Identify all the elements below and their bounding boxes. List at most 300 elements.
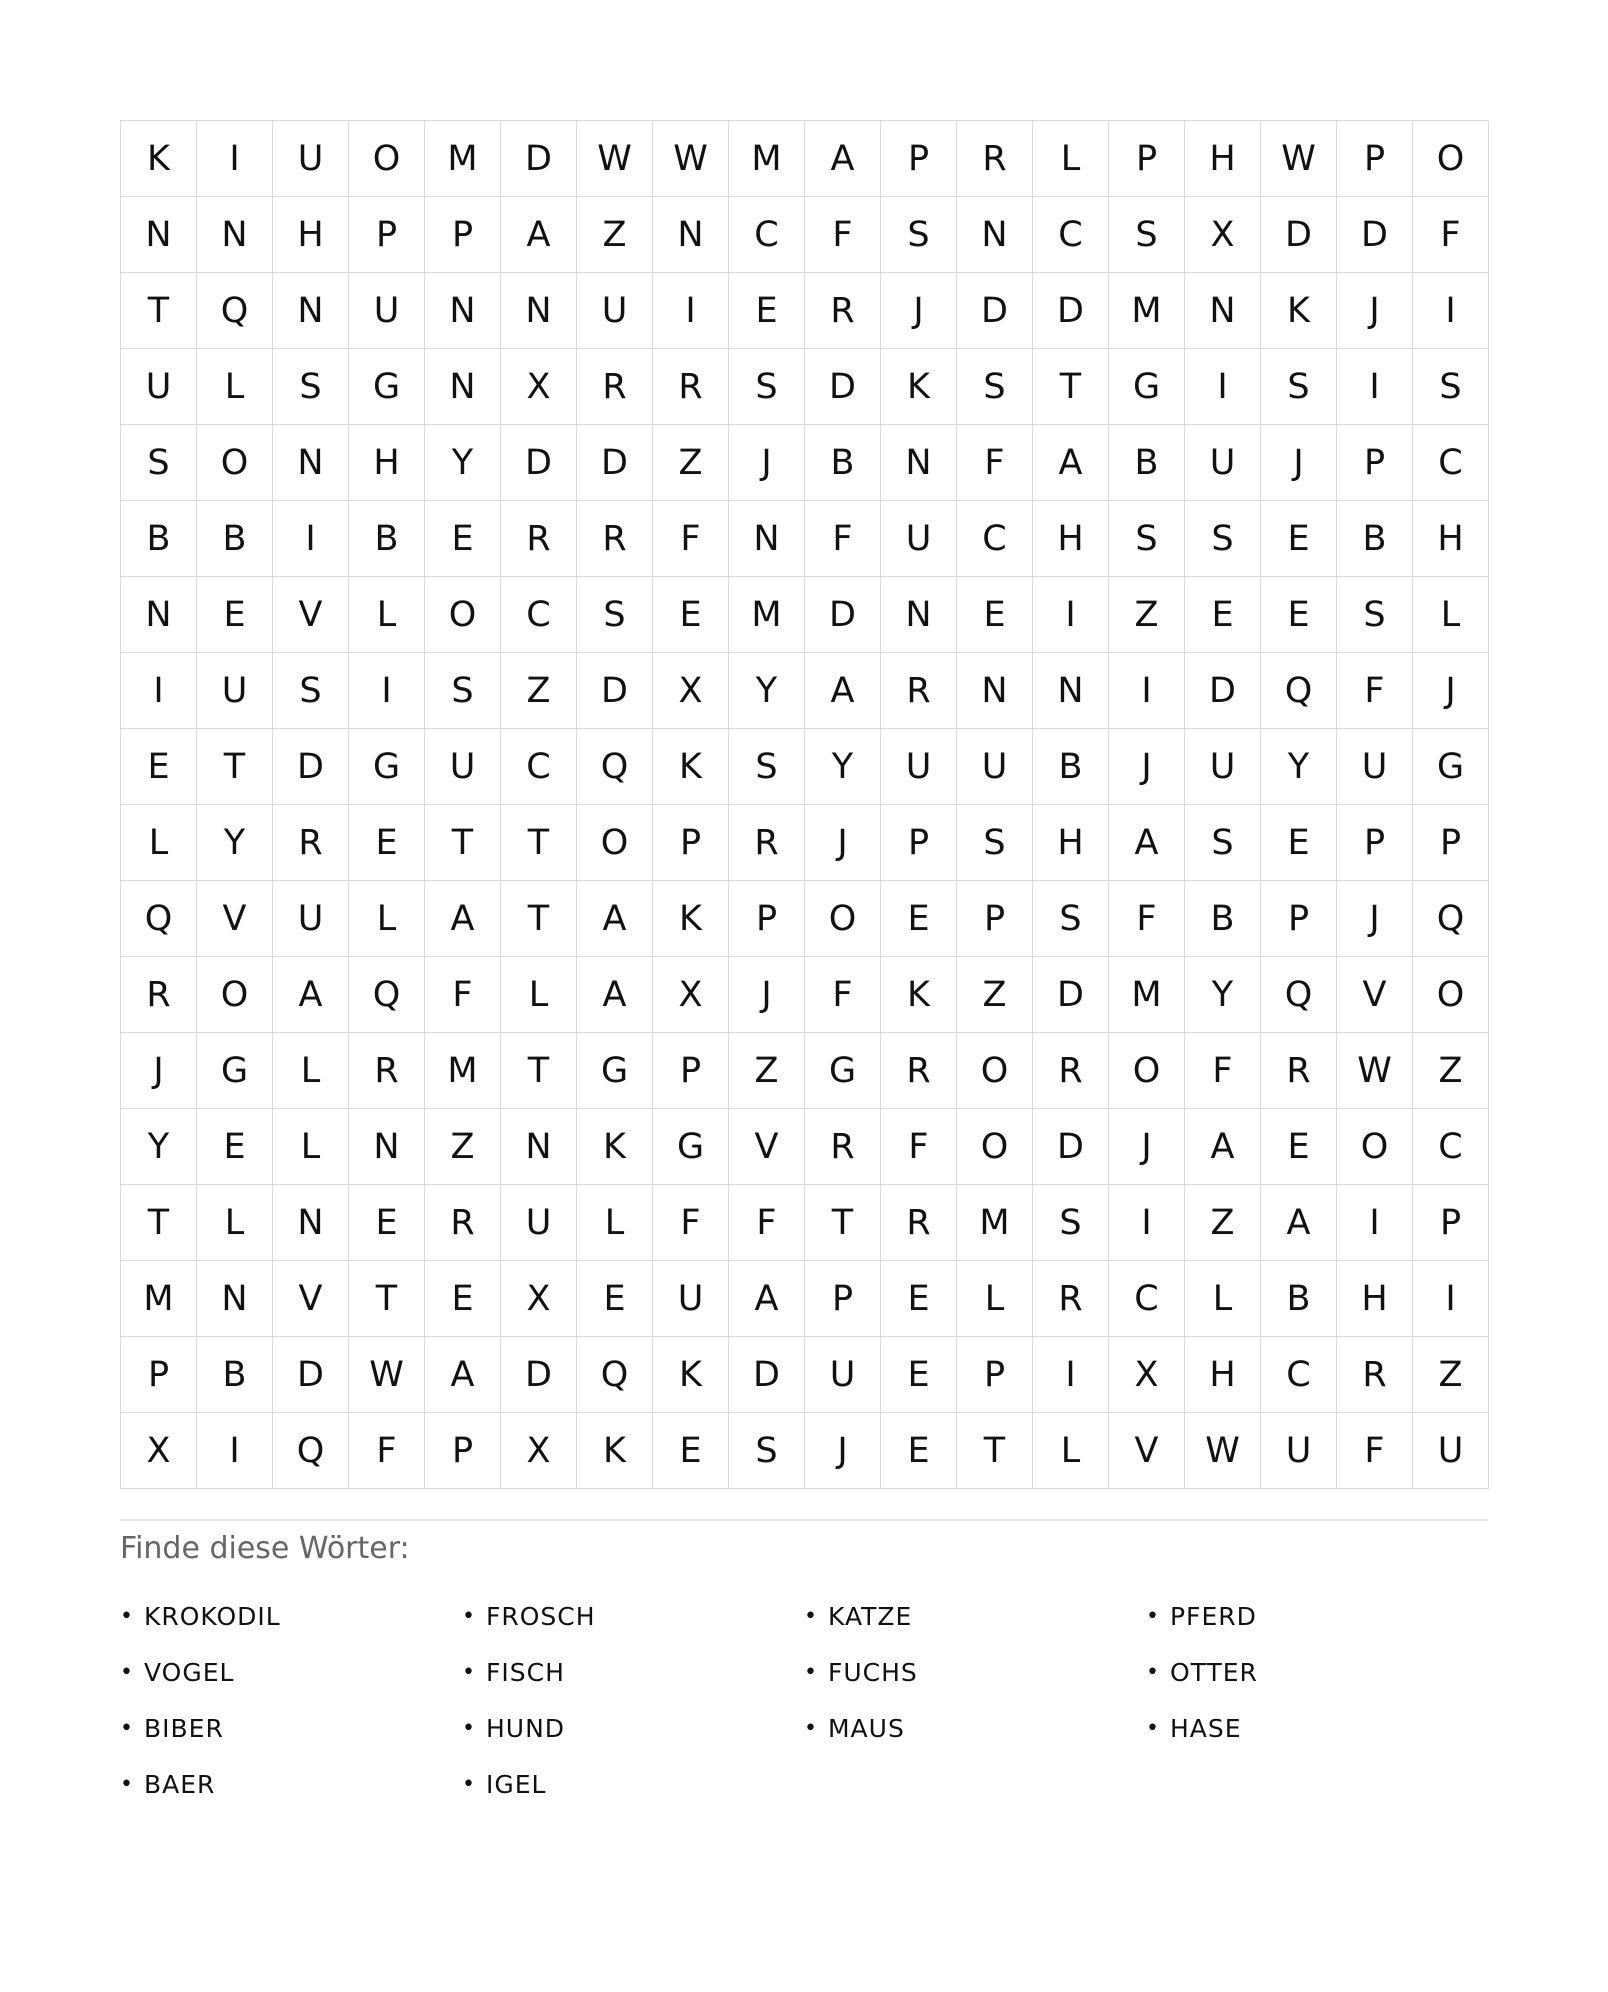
- grid-cell[interactable]: N: [121, 577, 197, 653]
- grid-cell[interactable]: H: [1033, 805, 1109, 881]
- grid-cell[interactable]: N: [1185, 273, 1261, 349]
- grid-cell[interactable]: I: [653, 273, 729, 349]
- grid-cell[interactable]: F: [1109, 881, 1185, 957]
- grid-cell[interactable]: X: [501, 349, 577, 425]
- grid-cell[interactable]: D: [1033, 273, 1109, 349]
- grid-cell[interactable]: T: [957, 1413, 1033, 1489]
- grid-cell[interactable]: E: [425, 501, 501, 577]
- grid-cell[interactable]: M: [729, 121, 805, 197]
- grid-cell[interactable]: Y: [197, 805, 273, 881]
- grid-cell[interactable]: Q: [349, 957, 425, 1033]
- grid-cell[interactable]: P: [957, 881, 1033, 957]
- grid-cell[interactable]: F: [349, 1413, 425, 1489]
- grid-cell[interactable]: O: [805, 881, 881, 957]
- grid-cell[interactable]: S: [1033, 881, 1109, 957]
- grid-cell[interactable]: E: [881, 1413, 957, 1489]
- grid-cell[interactable]: R: [653, 349, 729, 425]
- grid-cell[interactable]: H: [349, 425, 425, 501]
- grid-cell[interactable]: A: [1185, 1109, 1261, 1185]
- grid-cell[interactable]: D: [501, 121, 577, 197]
- grid-cell[interactable]: H: [1413, 501, 1489, 577]
- grid-cell[interactable]: R: [577, 349, 653, 425]
- grid-cell[interactable]: R: [1033, 1261, 1109, 1337]
- grid-cell[interactable]: I: [1337, 349, 1413, 425]
- grid-cell[interactable]: Q: [1261, 653, 1337, 729]
- grid-cell[interactable]: D: [577, 653, 653, 729]
- grid-cell[interactable]: U: [273, 121, 349, 197]
- grid-cell[interactable]: N: [957, 653, 1033, 729]
- grid-cell[interactable]: H: [1033, 501, 1109, 577]
- grid-cell[interactable]: F: [805, 197, 881, 273]
- grid-cell[interactable]: N: [273, 1185, 349, 1261]
- grid-cell[interactable]: T: [121, 1185, 197, 1261]
- grid-cell[interactable]: A: [273, 957, 349, 1033]
- grid-cell[interactable]: V: [273, 1261, 349, 1337]
- grid-cell[interactable]: E: [425, 1261, 501, 1337]
- grid-cell[interactable]: Y: [1185, 957, 1261, 1033]
- grid-cell[interactable]: F: [653, 1185, 729, 1261]
- grid-cell[interactable]: Z: [501, 653, 577, 729]
- grid-cell[interactable]: S: [881, 197, 957, 273]
- grid-cell[interactable]: G: [349, 729, 425, 805]
- grid-cell[interactable]: E: [577, 1261, 653, 1337]
- grid-cell[interactable]: R: [957, 121, 1033, 197]
- grid-cell[interactable]: W: [1337, 1033, 1413, 1109]
- grid-cell[interactable]: I: [197, 1413, 273, 1489]
- grid-cell[interactable]: Z: [577, 197, 653, 273]
- grid-cell[interactable]: E: [1261, 577, 1337, 653]
- grid-cell[interactable]: V: [1337, 957, 1413, 1033]
- grid-cell[interactable]: I: [273, 501, 349, 577]
- grid-cell[interactable]: L: [1185, 1261, 1261, 1337]
- grid-cell[interactable]: S: [1033, 1185, 1109, 1261]
- grid-cell[interactable]: M: [1109, 957, 1185, 1033]
- grid-cell[interactable]: N: [501, 1109, 577, 1185]
- grid-cell[interactable]: R: [1337, 1337, 1413, 1413]
- grid-cell[interactable]: Q: [121, 881, 197, 957]
- grid-cell[interactable]: E: [881, 881, 957, 957]
- grid-cell[interactable]: J: [729, 425, 805, 501]
- grid-cell[interactable]: N: [273, 425, 349, 501]
- grid-cell[interactable]: L: [1033, 1413, 1109, 1489]
- grid-cell[interactable]: C: [1033, 197, 1109, 273]
- grid-cell[interactable]: K: [653, 881, 729, 957]
- grid-cell[interactable]: C: [1413, 1109, 1489, 1185]
- grid-cell[interactable]: Q: [1261, 957, 1337, 1033]
- grid-cell[interactable]: Y: [121, 1109, 197, 1185]
- grid-cell[interactable]: L: [957, 1261, 1033, 1337]
- grid-cell[interactable]: N: [197, 1261, 273, 1337]
- grid-cell[interactable]: L: [1413, 577, 1489, 653]
- grid-cell[interactable]: J: [729, 957, 805, 1033]
- grid-cell[interactable]: A: [425, 881, 501, 957]
- grid-cell[interactable]: S: [957, 349, 1033, 425]
- grid-cell[interactable]: K: [653, 729, 729, 805]
- grid-cell[interactable]: S: [1109, 501, 1185, 577]
- grid-cell[interactable]: S: [273, 653, 349, 729]
- grid-cell[interactable]: L: [577, 1185, 653, 1261]
- grid-cell[interactable]: I: [1109, 1185, 1185, 1261]
- grid-cell[interactable]: F: [805, 957, 881, 1033]
- grid-cell[interactable]: M: [1109, 273, 1185, 349]
- grid-cell[interactable]: T: [501, 881, 577, 957]
- grid-cell[interactable]: P: [425, 1413, 501, 1489]
- grid-cell[interactable]: O: [957, 1109, 1033, 1185]
- grid-cell[interactable]: B: [1185, 881, 1261, 957]
- grid-cell[interactable]: P: [1261, 881, 1337, 957]
- grid-cell[interactable]: E: [1185, 577, 1261, 653]
- grid-cell[interactable]: U: [349, 273, 425, 349]
- grid-cell[interactable]: E: [197, 577, 273, 653]
- grid-cell[interactable]: E: [729, 273, 805, 349]
- grid-cell[interactable]: S: [1337, 577, 1413, 653]
- grid-cell[interactable]: O: [349, 121, 425, 197]
- grid-cell[interactable]: F: [957, 425, 1033, 501]
- grid-cell[interactable]: R: [121, 957, 197, 1033]
- grid-cell[interactable]: P: [1109, 121, 1185, 197]
- grid-cell[interactable]: Y: [425, 425, 501, 501]
- grid-cell[interactable]: C: [729, 197, 805, 273]
- grid-cell[interactable]: A: [425, 1337, 501, 1413]
- grid-cell[interactable]: G: [197, 1033, 273, 1109]
- grid-cell[interactable]: C: [1261, 1337, 1337, 1413]
- grid-cell[interactable]: B: [805, 425, 881, 501]
- grid-cell[interactable]: A: [577, 957, 653, 1033]
- grid-cell[interactable]: Y: [805, 729, 881, 805]
- grid-cell[interactable]: N: [197, 197, 273, 273]
- grid-cell[interactable]: P: [653, 1033, 729, 1109]
- grid-cell[interactable]: U: [1185, 425, 1261, 501]
- grid-cell[interactable]: X: [501, 1413, 577, 1489]
- grid-cell[interactable]: K: [577, 1413, 653, 1489]
- grid-cell[interactable]: Z: [957, 957, 1033, 1033]
- grid-cell[interactable]: P: [425, 197, 501, 273]
- grid-cell[interactable]: I: [1109, 653, 1185, 729]
- grid-cell[interactable]: O: [1413, 957, 1489, 1033]
- grid-cell[interactable]: A: [805, 121, 881, 197]
- grid-cell[interactable]: E: [653, 1413, 729, 1489]
- grid-cell[interactable]: J: [805, 805, 881, 881]
- grid-cell[interactable]: I: [349, 653, 425, 729]
- grid-cell[interactable]: U: [1185, 729, 1261, 805]
- grid-cell[interactable]: V: [273, 577, 349, 653]
- grid-cell[interactable]: F: [805, 501, 881, 577]
- grid-cell[interactable]: R: [1261, 1033, 1337, 1109]
- grid-cell[interactable]: L: [349, 881, 425, 957]
- grid-cell[interactable]: R: [881, 1033, 957, 1109]
- grid-cell[interactable]: L: [273, 1033, 349, 1109]
- grid-cell[interactable]: N: [501, 273, 577, 349]
- grid-cell[interactable]: B: [197, 1337, 273, 1413]
- grid-cell[interactable]: J: [881, 273, 957, 349]
- grid-cell[interactable]: N: [273, 273, 349, 349]
- grid-cell[interactable]: U: [805, 1337, 881, 1413]
- grid-cell[interactable]: P: [729, 881, 805, 957]
- grid-cell[interactable]: V: [729, 1109, 805, 1185]
- grid-cell[interactable]: S: [425, 653, 501, 729]
- grid-cell[interactable]: P: [653, 805, 729, 881]
- grid-cell[interactable]: S: [1109, 197, 1185, 273]
- grid-cell[interactable]: F: [653, 501, 729, 577]
- grid-cell[interactable]: P: [805, 1261, 881, 1337]
- grid-cell[interactable]: I: [1033, 577, 1109, 653]
- grid-cell[interactable]: W: [577, 121, 653, 197]
- grid-cell[interactable]: W: [1185, 1413, 1261, 1489]
- grid-cell[interactable]: L: [197, 1185, 273, 1261]
- grid-cell[interactable]: S: [273, 349, 349, 425]
- grid-cell[interactable]: U: [1337, 729, 1413, 805]
- grid-cell[interactable]: D: [1033, 1109, 1109, 1185]
- grid-cell[interactable]: N: [957, 197, 1033, 273]
- grid-cell[interactable]: D: [501, 1337, 577, 1413]
- grid-cell[interactable]: G: [349, 349, 425, 425]
- grid-cell[interactable]: M: [425, 1033, 501, 1109]
- grid-cell[interactable]: E: [957, 577, 1033, 653]
- grid-cell[interactable]: N: [349, 1109, 425, 1185]
- grid-cell[interactable]: M: [121, 1261, 197, 1337]
- grid-cell[interactable]: B: [121, 501, 197, 577]
- grid-cell[interactable]: D: [805, 349, 881, 425]
- grid-cell[interactable]: E: [881, 1337, 957, 1413]
- grid-cell[interactable]: K: [653, 1337, 729, 1413]
- grid-cell[interactable]: W: [1261, 121, 1337, 197]
- grid-cell[interactable]: C: [1413, 425, 1489, 501]
- grid-cell[interactable]: B: [1261, 1261, 1337, 1337]
- grid-cell[interactable]: E: [1261, 805, 1337, 881]
- grid-cell[interactable]: F: [881, 1109, 957, 1185]
- grid-cell[interactable]: N: [653, 197, 729, 273]
- grid-cell[interactable]: Z: [653, 425, 729, 501]
- grid-cell[interactable]: D: [501, 425, 577, 501]
- grid-cell[interactable]: Q: [577, 1337, 653, 1413]
- grid-cell[interactable]: Z: [1413, 1337, 1489, 1413]
- grid-cell[interactable]: Q: [1413, 881, 1489, 957]
- grid-cell[interactable]: L: [349, 577, 425, 653]
- grid-cell[interactable]: L: [1033, 121, 1109, 197]
- grid-cell[interactable]: S: [121, 425, 197, 501]
- grid-cell[interactable]: N: [121, 197, 197, 273]
- grid-cell[interactable]: L: [121, 805, 197, 881]
- grid-cell[interactable]: K: [121, 121, 197, 197]
- grid-cell[interactable]: H: [1185, 1337, 1261, 1413]
- grid-cell[interactable]: K: [1261, 273, 1337, 349]
- grid-cell[interactable]: I: [1337, 1185, 1413, 1261]
- grid-cell[interactable]: A: [1033, 425, 1109, 501]
- grid-cell[interactable]: F: [729, 1185, 805, 1261]
- grid-cell[interactable]: L: [501, 957, 577, 1033]
- grid-cell[interactable]: L: [197, 349, 273, 425]
- grid-cell[interactable]: G: [653, 1109, 729, 1185]
- grid-cell[interactable]: O: [197, 425, 273, 501]
- grid-cell[interactable]: H: [1337, 1261, 1413, 1337]
- grid-cell[interactable]: W: [349, 1337, 425, 1413]
- grid-cell[interactable]: G: [1109, 349, 1185, 425]
- grid-cell[interactable]: F: [1413, 197, 1489, 273]
- grid-cell[interactable]: O: [1337, 1109, 1413, 1185]
- grid-cell[interactable]: E: [349, 1185, 425, 1261]
- grid-cell[interactable]: U: [577, 273, 653, 349]
- grid-cell[interactable]: P: [1337, 121, 1413, 197]
- grid-cell[interactable]: E: [881, 1261, 957, 1337]
- grid-cell[interactable]: X: [653, 653, 729, 729]
- grid-cell[interactable]: F: [1337, 653, 1413, 729]
- grid-cell[interactable]: B: [349, 501, 425, 577]
- grid-cell[interactable]: D: [729, 1337, 805, 1413]
- grid-cell[interactable]: P: [121, 1337, 197, 1413]
- grid-cell[interactable]: U: [881, 729, 957, 805]
- grid-cell[interactable]: S: [729, 1413, 805, 1489]
- grid-cell[interactable]: C: [1109, 1261, 1185, 1337]
- grid-cell[interactable]: B: [197, 501, 273, 577]
- grid-cell[interactable]: Y: [1261, 729, 1337, 805]
- grid-cell[interactable]: O: [425, 577, 501, 653]
- grid-cell[interactable]: C: [501, 577, 577, 653]
- grid-cell[interactable]: Z: [1109, 577, 1185, 653]
- grid-cell[interactable]: A: [1109, 805, 1185, 881]
- grid-cell[interactable]: D: [1261, 197, 1337, 273]
- grid-cell[interactable]: Z: [425, 1109, 501, 1185]
- grid-cell[interactable]: J: [1337, 881, 1413, 957]
- grid-cell[interactable]: R: [805, 273, 881, 349]
- grid-cell[interactable]: P: [349, 197, 425, 273]
- grid-cell[interactable]: O: [1109, 1033, 1185, 1109]
- grid-cell[interactable]: U: [197, 653, 273, 729]
- grid-cell[interactable]: D: [1033, 957, 1109, 1033]
- grid-cell[interactable]: P: [881, 121, 957, 197]
- grid-cell[interactable]: A: [577, 881, 653, 957]
- grid-cell[interactable]: T: [121, 273, 197, 349]
- grid-cell[interactable]: N: [881, 425, 957, 501]
- grid-cell[interactable]: G: [577, 1033, 653, 1109]
- grid-cell[interactable]: J: [805, 1413, 881, 1489]
- grid-cell[interactable]: E: [121, 729, 197, 805]
- grid-cell[interactable]: W: [653, 121, 729, 197]
- grid-cell[interactable]: B: [1337, 501, 1413, 577]
- grid-cell[interactable]: L: [273, 1109, 349, 1185]
- grid-cell[interactable]: R: [577, 501, 653, 577]
- grid-cell[interactable]: X: [1109, 1337, 1185, 1413]
- grid-cell[interactable]: M: [729, 577, 805, 653]
- grid-cell[interactable]: S: [729, 349, 805, 425]
- grid-cell[interactable]: B: [1033, 729, 1109, 805]
- grid-cell[interactable]: U: [425, 729, 501, 805]
- grid-cell[interactable]: U: [653, 1261, 729, 1337]
- grid-cell[interactable]: H: [273, 197, 349, 273]
- grid-cell[interactable]: D: [1337, 197, 1413, 273]
- grid-cell[interactable]: A: [1261, 1185, 1337, 1261]
- grid-cell[interactable]: S: [1185, 501, 1261, 577]
- grid-cell[interactable]: U: [121, 349, 197, 425]
- grid-cell[interactable]: F: [425, 957, 501, 1033]
- grid-cell[interactable]: M: [957, 1185, 1033, 1261]
- grid-cell[interactable]: R: [881, 1185, 957, 1261]
- grid-cell[interactable]: D: [1185, 653, 1261, 729]
- grid-cell[interactable]: Z: [729, 1033, 805, 1109]
- grid-cell[interactable]: X: [501, 1261, 577, 1337]
- grid-cell[interactable]: O: [197, 957, 273, 1033]
- grid-cell[interactable]: J: [121, 1033, 197, 1109]
- grid-cell[interactable]: T: [501, 1033, 577, 1109]
- grid-cell[interactable]: S: [1185, 805, 1261, 881]
- grid-cell[interactable]: R: [425, 1185, 501, 1261]
- grid-cell[interactable]: H: [1185, 121, 1261, 197]
- grid-cell[interactable]: U: [501, 1185, 577, 1261]
- grid-cell[interactable]: R: [881, 653, 957, 729]
- grid-cell[interactable]: T: [805, 1185, 881, 1261]
- grid-cell[interactable]: U: [1413, 1413, 1489, 1489]
- grid-cell[interactable]: U: [273, 881, 349, 957]
- grid-cell[interactable]: T: [501, 805, 577, 881]
- grid-cell[interactable]: P: [881, 805, 957, 881]
- grid-cell[interactable]: U: [881, 501, 957, 577]
- grid-cell[interactable]: R: [729, 805, 805, 881]
- grid-cell[interactable]: J: [1109, 1109, 1185, 1185]
- grid-cell[interactable]: K: [881, 957, 957, 1033]
- grid-cell[interactable]: K: [577, 1109, 653, 1185]
- grid-cell[interactable]: S: [1413, 349, 1489, 425]
- grid-cell[interactable]: I: [1413, 273, 1489, 349]
- grid-cell[interactable]: B: [1109, 425, 1185, 501]
- grid-cell[interactable]: T: [197, 729, 273, 805]
- grid-cell[interactable]: A: [729, 1261, 805, 1337]
- grid-cell[interactable]: S: [729, 729, 805, 805]
- grid-cell[interactable]: P: [1413, 805, 1489, 881]
- grid-cell[interactable]: X: [653, 957, 729, 1033]
- grid-cell[interactable]: Z: [1413, 1033, 1489, 1109]
- grid-cell[interactable]: I: [1185, 349, 1261, 425]
- grid-cell[interactable]: V: [197, 881, 273, 957]
- grid-cell[interactable]: I: [197, 121, 273, 197]
- grid-cell[interactable]: E: [1261, 501, 1337, 577]
- grid-cell[interactable]: N: [425, 349, 501, 425]
- grid-cell[interactable]: J: [1337, 273, 1413, 349]
- grid-cell[interactable]: I: [121, 653, 197, 729]
- grid-cell[interactable]: O: [1413, 121, 1489, 197]
- grid-cell[interactable]: J: [1413, 653, 1489, 729]
- grid-cell[interactable]: T: [349, 1261, 425, 1337]
- grid-cell[interactable]: P: [1337, 425, 1413, 501]
- grid-cell[interactable]: V: [1109, 1413, 1185, 1489]
- grid-cell[interactable]: R: [1033, 1033, 1109, 1109]
- grid-cell[interactable]: T: [1033, 349, 1109, 425]
- grid-cell[interactable]: N: [1033, 653, 1109, 729]
- grid-cell[interactable]: N: [881, 577, 957, 653]
- grid-cell[interactable]: C: [957, 501, 1033, 577]
- grid-cell[interactable]: F: [1337, 1413, 1413, 1489]
- grid-cell[interactable]: P: [1413, 1185, 1489, 1261]
- grid-cell[interactable]: Q: [273, 1413, 349, 1489]
- grid-cell[interactable]: X: [1185, 197, 1261, 273]
- grid-cell[interactable]: P: [957, 1337, 1033, 1413]
- grid-cell[interactable]: Q: [197, 273, 273, 349]
- grid-cell[interactable]: C: [501, 729, 577, 805]
- grid-cell[interactable]: G: [805, 1033, 881, 1109]
- grid-cell[interactable]: Z: [1185, 1185, 1261, 1261]
- grid-cell[interactable]: A: [805, 653, 881, 729]
- grid-cell[interactable]: A: [501, 197, 577, 273]
- grid-cell[interactable]: D: [577, 425, 653, 501]
- grid-cell[interactable]: J: [1109, 729, 1185, 805]
- grid-cell[interactable]: U: [957, 729, 1033, 805]
- grid-cell[interactable]: P: [1337, 805, 1413, 881]
- grid-cell[interactable]: D: [957, 273, 1033, 349]
- grid-cell[interactable]: S: [1261, 349, 1337, 425]
- grid-cell[interactable]: S: [957, 805, 1033, 881]
- grid-cell[interactable]: E: [197, 1109, 273, 1185]
- grid-cell[interactable]: N: [729, 501, 805, 577]
- grid-cell[interactable]: S: [577, 577, 653, 653]
- grid-cell[interactable]: O: [577, 805, 653, 881]
